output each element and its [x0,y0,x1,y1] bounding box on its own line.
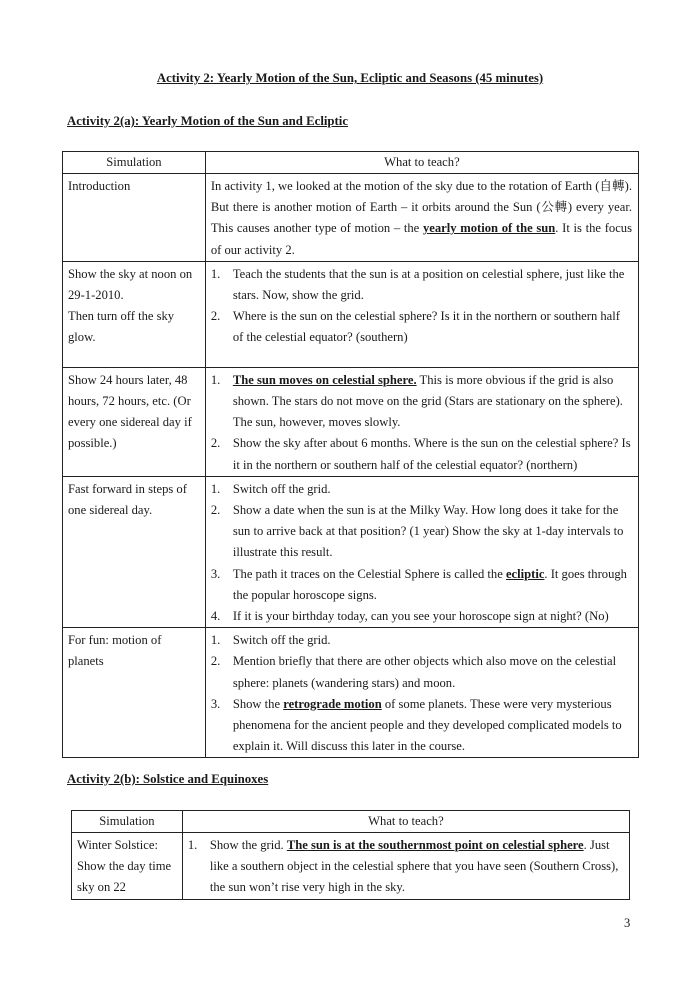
simulation-line: Show the sky at noon on 29-1-2010. [68,266,193,303]
simulation-cell [63,261,206,367]
list-number: 4. [210,609,221,624]
list-text: Where is the sun on the celestial sphere? Is it in the northern or southern half of the celestial equator? (southern) [232,309,620,345]
list-text: Show the [232,696,284,711]
list-number: 2. [210,436,221,451]
teach-cell [205,367,638,476]
emphasis-text: The sun moves on celestial sphere. [232,372,417,387]
teach-cell [205,261,638,367]
list-number: 1. [210,266,221,281]
teach-cell [205,174,638,262]
teach-cell [182,833,629,900]
intro-text: In activity 1, we looked at the motion of the sky due to the rotation of Earth (自轉). But there is another motion of Earth – it orbits around the Sun (公轉) every year. This causes another type of motion – the [210,179,632,236]
list-number: 1. [210,633,221,648]
section-b-heading: Activity 2(b): Solstice and Equinoxes [67,772,269,786]
list-text: Show the grid. [209,838,287,852]
table-row [63,628,639,758]
list-number: 2. [210,309,221,324]
simulation-cell: Winter Solstice: Show the day time sky on 22 [72,833,183,900]
table-row [63,174,639,262]
list-text-end: . It goes through the popular horoscope signs. [232,566,627,602]
list-text-end: . Just like a southern object in the celestial sphere that you have seen (Southern Cross), the sun won’t rise very high in the sky. [209,838,619,895]
emphasis-text: ecliptic [505,566,545,581]
section-a-heading: Activity 2(a): Yearly Motion of the Sun and Ecliptic [67,114,349,128]
list-text: Show the sky after about 6 months. Where is the sun on the celestial sphere? Is it in the northern or southern half of the celestial equator? (northern) [232,436,631,472]
list-number: 3. [210,566,221,581]
list-text: Show a date when the sun is at the Milky Way. How long does it take for the sun to arrive back at that position? (1 year) Show the sky at 1-day intervals to illustrate this result. [232,503,624,560]
table-header-row [63,152,639,174]
teach-list [211,264,632,349]
list-item [211,479,632,500]
list-text: This is more obvious if the grid is also shown. The stars do not move on the grid (Stars are stationary on the sphere). The sun, however, moves slowly. [232,372,623,430]
teach-cell [205,476,638,627]
column-header-simulation: Simulation [63,152,206,174]
table-row [63,261,639,367]
table-row [63,367,639,476]
list-item [211,564,632,606]
emphasis-text: yearly motion of the sun [422,221,556,236]
list-number: 1. [187,838,198,852]
teach-list [211,630,632,757]
list-item [211,694,632,758]
list-number: 2. [210,654,221,669]
simulation-cell: For fun: motion of planets [63,628,206,758]
list-text: Mention briefly that there are other objects which also move on the celestial sphere: planets (wandering stars) and moon. [232,654,617,690]
table-row [72,833,630,900]
list-text: Switch off the grid. [232,633,331,648]
list-item [211,630,632,651]
list-item [211,264,632,306]
list-item [211,651,632,693]
list-item [211,500,632,564]
list-item [211,306,632,348]
list-text: The path it traces on the Celestial Sphere is called the [232,566,506,581]
document-title: Activity 2: Yearly Motion of the Sun, Ecliptic and Seasons (45 minutes) [156,71,544,85]
list-item [188,835,623,899]
activity-2b-table [71,810,630,900]
column-header-simulation: Simulation [72,811,183,833]
simulation-cell: Show 24 hours later, 48 hours, 72 hours, etc. (Or every one sidereal day if possible.) [63,367,206,476]
page-number: 3 [624,916,631,930]
list-text-end: of some planets. These were very mysterious phenomena for the ancient people and they developed complicated models to explain it. Will discuss this later in the course. [232,696,622,754]
table-row [63,476,639,627]
list-item [211,433,632,475]
emphasis-text: The sun is at the southernmost point on celestial sphere [286,838,584,852]
list-text: Switch off the grid. [232,481,331,496]
list-item [211,606,632,627]
column-header-what-to-teach: What to teach? [205,152,638,174]
list-item [211,370,632,434]
list-text: Teach the students that the sun is at a position on celestial sphere, just like the stars. Now, show the grid. [232,266,625,303]
teach-list [211,370,632,476]
list-number: 1. [210,481,221,496]
list-number: 3. [210,696,221,711]
simulation-line: Then turn off the sky glow. [68,309,175,345]
list-number: 2. [210,503,221,518]
column-header-what-to-teach: What to teach? [182,811,629,833]
intro-text-end: . It is the focus of our activity 2. [210,221,632,257]
table-header-row [72,811,630,833]
list-text: If it is your birthday today, can you see your horoscope sign at night? (No) [232,609,609,624]
activity-2a-table [62,151,639,758]
teach-cell [205,628,638,758]
list-number: 1. [210,372,221,387]
emphasis-text: retrograde motion [283,696,382,711]
simulation-cell: Fast forward in steps of one sidereal day. [63,476,206,627]
teach-list [211,479,632,627]
simulation-cell: Introduction [63,174,206,262]
teach-list [188,835,623,899]
